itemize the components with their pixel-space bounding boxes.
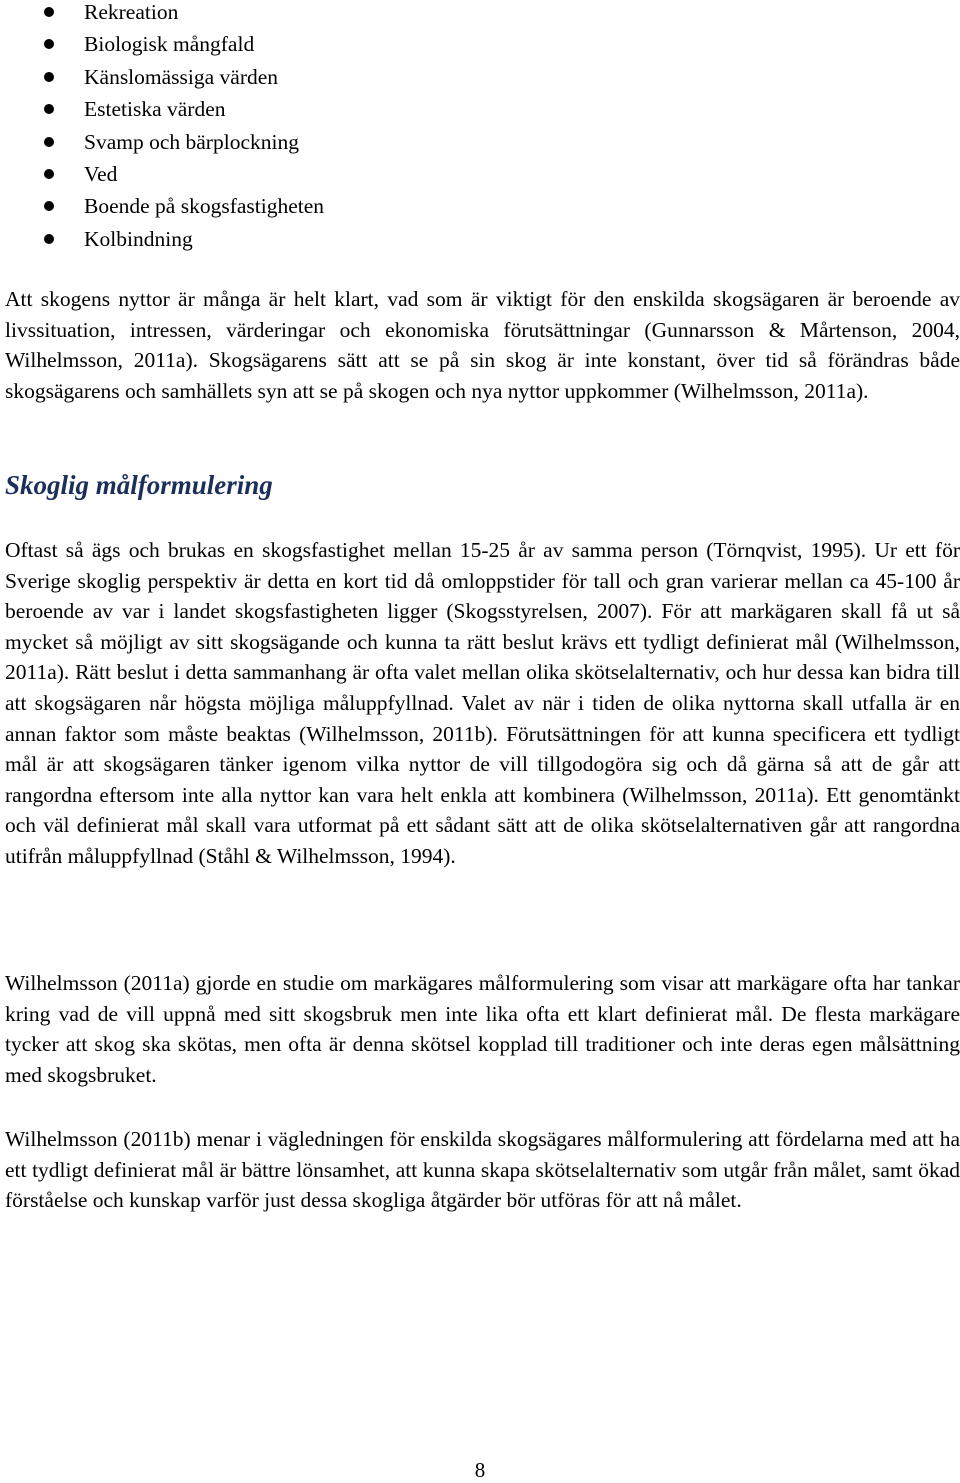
list-item [0,97,940,129]
list-item [0,194,940,226]
list-item [0,32,940,64]
section-heading: Skoglig målformulering [5,470,273,500]
bullet-icon [44,7,54,17]
list-item [0,162,940,194]
body-paragraph: Wilhelmsson (2011b) menar i vägledningen för enskilda skogsägares målformulering att fördelarna med att ha ett tydligt definierat mål är bättre lönsamhet, att kunna skapa skötselalternativ som utgår från målet, samt ökad förståelse och kunskap varför just dessa skogliga åtgärder bör utföras för att nå målet. [5,1127,960,1213]
bullet-icon [44,39,54,49]
bullet-icon [44,234,54,244]
benefits-list [0,0,940,259]
bullet-icon [44,169,54,179]
body-paragraph: Att skogens nyttor är många är helt klart, vad som är viktigt för den enskilda skogsägaren är beroende av livssituation, intressen, värderingar och ekonomiska förutsättningar (Gunnarsson & Mårtenson, 2004, Wilhelmsson, 2011a). Skogsägarens sätt att se på sin skog är inte konstant, över tid så förändras både skogsägarens och samhällets syn att se på skogen och nya nyttor uppkommer (Wilhelmsson, 2011a). [5,287,960,403]
body-paragraph: Wilhelmsson (2011a) gjorde en studie om markägares målformulering som visar att markägare ofta har tankar kring vad de vill uppnå med sitt skogsbruk men inte lika ofta ett klart definierat mål. De flesta markägare tycker att skog ska skötas, men ofta är denna skötsel kopplad till traditioner och inte deras egen målsättning med skogsbruket. [5,971,960,1087]
list-item [0,65,940,97]
list-item-label: Estetiska värden [84,97,226,122]
list-item-label: Kolbindning [84,226,193,251]
page-number: 8 [474,1458,486,1482]
bullet-icon [44,137,54,147]
body-paragraph: Oftast så ägs och brukas en skogsfastighet mellan 15-25 år av samma person (Törnqvist, 1995). Ur ett för Sverige skoglig perspektiv är detta en kort tid då omloppstider för tall och gran varierar mellan ca 45-100 år beroende av var i landet skogsfastigheten ligger (Skogsstyrelsen, 2007). För att markägaren skall få ut så mycket så möjligt av sitt skogsägande och kunna ta rätt beslut krävs ett tydligt definierat mål (Wilhelmsson, 2011a). Rätt beslut i detta sammanhang är ofta valet mellan olika skötselalternativ, och hur dessa kan bidra till att skogsägaren når högsta möjliga måluppfyllnad. Valet av när i tiden de olika nyttorna skall utfalla är en annan faktor som måste beaktas (Wilhelmsson, 2011b). Förutsättningen för att kunna specificera ett tydligt mål är att skogsägaren tänker igenom vilka nyttor de vill tillgodogöra sig och då gärna så att de går att rangordna eftersom inte alla nyttor kan vara helt enkla att kombinera (Wilhelmsson, 2011a). Ett genomtänkt och väl definierat mål skall vara utformat på ett sådant sätt att de olika skötselalternativen går att rangordna utifrån måluppfyllnad (Ståhl & Wilhelmsson, 1994). [5,538,960,868]
list-item-label: Rekreation [84,0,179,24]
list-item-label: Ved [84,161,118,186]
list-item [0,130,940,162]
list-item-label: Boende på skogsfastigheten [84,194,325,219]
list-item [0,0,940,32]
list-item-label: Känslomässiga värden [84,64,279,89]
bullet-icon [44,201,54,211]
list-item-label: Svamp och bärplockning [84,129,299,154]
bullet-icon [44,104,54,114]
bullet-icon [44,72,54,82]
list-item [0,227,940,259]
list-item-label: Biologisk mångfald [84,32,255,57]
